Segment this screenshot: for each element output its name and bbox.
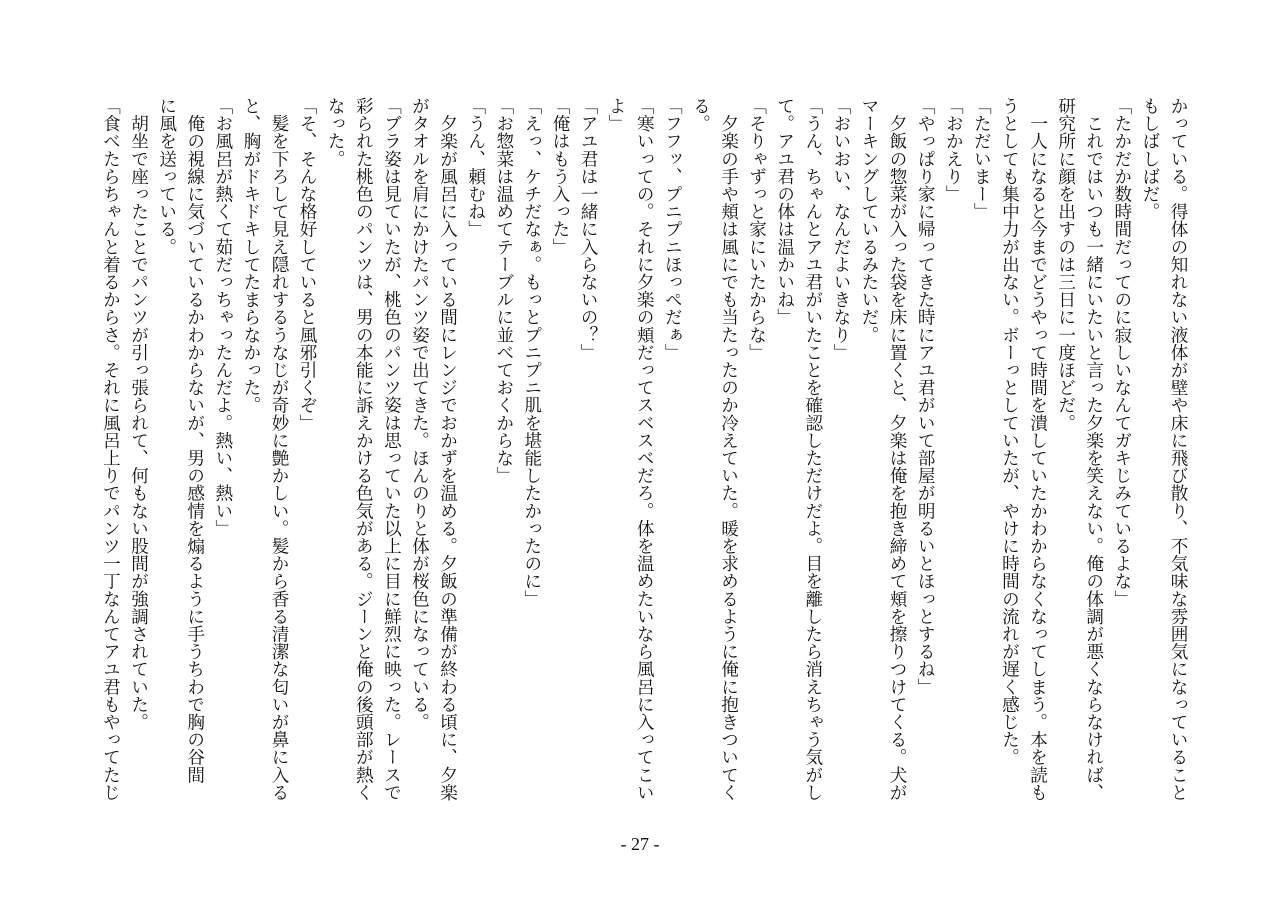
text-line: うとしても集中力が出ない。ボーっとしていたが、やけに時間の流れが遅く感じた。 bbox=[999, 97, 1020, 766]
text-line: 「うん、頼むね」 bbox=[465, 97, 486, 238]
text-line: がタオルを肩にかけたパンツ姿で出てきた。ほんのりと体が桜色になっている。 bbox=[409, 97, 430, 731]
text-line: 「ブラ姿は見ていたが、桃色のパンツ姿は思っていた以上に目に鮮烈に映った。レースで bbox=[381, 97, 402, 801]
text-line: 「えっ、ケチだなぁ。もっとプニプニ肌を堪能したかったのに」 bbox=[521, 97, 542, 608]
text-line: 一人になると今までどうやって時間を潰していたかわからなくなってしまう。本を読も bbox=[1027, 97, 1048, 801]
text-line: 「ただいまー」 bbox=[971, 97, 992, 221]
text-line: 俺の視線に気づいているかわからないが、男の感情を煽るように手うちわで胸の谷間 bbox=[184, 97, 205, 784]
text-line: もしばしばだ。 bbox=[1139, 97, 1160, 221]
text-line: 夕楽が風呂に入っている間にレンジでおかずを温める。夕飯の準備が終わる頃に、夕楽 bbox=[437, 97, 458, 801]
text-line: 「そりゃずっと家にいたからな」 bbox=[746, 97, 767, 361]
text-line: と、胸がドキドキしてたまらなかった。 bbox=[240, 97, 261, 414]
text-line: て。アユ君の体は温かいね」 bbox=[774, 97, 795, 326]
text-line: 「フフッ、プニプニほっぺだぁ」 bbox=[662, 97, 683, 361]
vertical-text-body bbox=[96, 97, 1192, 812]
text-line: 「そ、そんな格好していると風邪引くぞ」 bbox=[297, 97, 318, 432]
text-line: かっている。得体の知れない液体が壁や床に飛び散り、不気味な雰囲気になっていること bbox=[1168, 97, 1188, 801]
page-number: - 27 - bbox=[620, 834, 660, 854]
text-line: 「うん、ちゃんとアユ君がいたことを確認しただけだよ。目を離したら消えちゃう気がし bbox=[802, 97, 823, 801]
text-line: る。 bbox=[690, 97, 711, 133]
text-line: 「食べたらちゃんと着るからさ。それに風呂上りでパンツ一丁なんてアユ君もやってたじ bbox=[100, 97, 121, 801]
text-line: 「おいおい、なんだよいきなり」 bbox=[830, 97, 851, 361]
text-line: 彩られた桃色のパンツは、男の本能に訴えかける色気がある。ジーンと俺の後頭部が熱く bbox=[353, 97, 374, 801]
text-line: 「寒いっての。それに夕楽の頬だってスベスベだろ。体を温めたいなら風呂に入ってこい bbox=[634, 97, 655, 801]
text-line: 「たかだか数時間だってのに寂しいなんてガキじみているよな」 bbox=[1111, 97, 1132, 608]
text-line: に風を送っている。 bbox=[156, 97, 177, 256]
text-line: 夕楽の手や頬は風にでも当たったのか冷えていた。暖を求めるように俺に抱きついてく bbox=[718, 97, 739, 801]
text-line: 「おかえり」 bbox=[943, 97, 964, 203]
text-line: これではいつも一緒にいたいと言った夕楽を笑えない。俺の体調が悪くならなければ、 bbox=[1083, 97, 1104, 801]
text-line: 研究所に顔を出すのは三日に一度ほどだ。 bbox=[1055, 97, 1076, 432]
text-line: 「お風呂が熱くて茹だっちゃったんだよ。熱い、熱い」 bbox=[212, 97, 233, 537]
text-line: なった。 bbox=[325, 97, 346, 168]
text-line: 髪を下ろして見え隠れするうなじが奇妙に艶かしい。髪から香る清潔な匂いが鼻に入る bbox=[269, 97, 289, 801]
text-line: 夕飯の惣菜が入った袋を床に置くと、夕楽は俺を抱き締めて頬を擦りつけてくる。犬が bbox=[887, 97, 908, 801]
text-line: 胡坐で座ったことでパンツが引っ張られて、何もない股間が強調されていた。 bbox=[128, 97, 149, 731]
text-line: 「やっぱり家に帰ってきた時にアユ君がいて部屋が明るいとほっとするね」 bbox=[915, 97, 936, 696]
text-line: 「お惣菜は温めてテーブルに並べておくからな」 bbox=[493, 97, 514, 485]
text-line: マーキングしているみたいだ。 bbox=[858, 97, 879, 344]
text-line: 「俺はもう入った」 bbox=[549, 97, 570, 256]
text-line: 「アユ君は一緒に入らないの？」 bbox=[578, 97, 599, 361]
text-line: よ」 bbox=[606, 97, 627, 133]
